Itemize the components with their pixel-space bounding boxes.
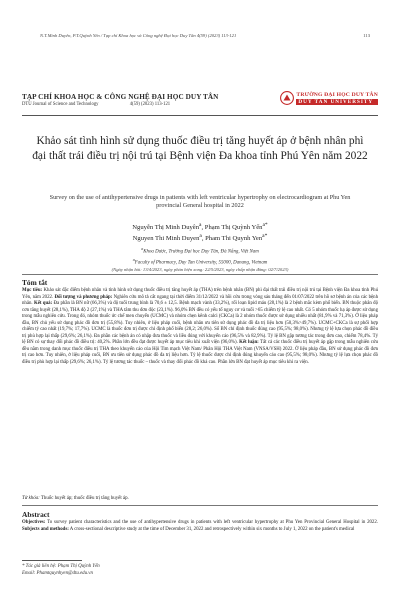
affiliation-en: Faculty of Pharmacy, Duy Tan University, 55000, Danang, Vietnam: [134, 260, 268, 266]
university-emblem-icon: [280, 91, 294, 105]
aim-text: Khảo sát đặc điểm bệnh nhân và tình hình sử dụng thuốc điều trị tăng huyết áp (THA) trên bệnh nhân (BN) phì đại thất trái điều trị nội trú tại Bệnh viện Đa khoa tỉnh Phú Yên, năm 2022.: [22, 288, 378, 300]
logo-text-vn: TRƯỜNG ĐẠI HỌC DUY TÂN: [296, 91, 378, 98]
subjects-methods-text: A cross-sectional descriptive study at the time of December 31, 2022 and retrospectively within six months to July 1, 2022 on the patient's medical: [69, 526, 355, 532]
journal-masthead: [22, 93, 378, 113]
method-text: Nghiên cứu mô tả cắt ngang tại thời điểm 31/12/2022 và hồi cứu trong vòng sáu tháng đến 01/07/2022 trên hồ sơ bệnh án của các bệnh nhân.: [22, 294, 378, 307]
author-affil-mark: a*: [262, 222, 268, 228]
page-number: 113: [363, 33, 370, 38]
author-name: Phạm Thị Quỳnh Yến: [204, 224, 263, 232]
section-divider: [22, 274, 378, 275]
author-list: [0, 221, 400, 243]
author-name: Pham Thi Quynh Yen: [205, 235, 263, 243]
article-title-en: Survey on the use of antihypertensive drugs in patients with left ventricular hypertrophy on electrocardiogram at Phu Yen provincial General hospital in 2022: [49, 194, 351, 210]
result-text: Đa phần là BN nữ (66,3%) và độ tuổi trung bình là 70,6 ± 12,5. Bệnh mạch vành (33,2%), rối loạn lipid máu (28,1%) là 2 bệnh mắc kèm phổ biến. BN thuộc phân độ cơn tăng huyết (28,1%), THA độ 2 (27,1%) và THA tâm thu đơn độc (23,1%). 96,0% BN đều có yếu tố nguy cơ và tuổi >65 chiếm tỷ lệ cao nhất. Có 5 nhóm thuốc hạ áp được sử dụng trong mẫu nghiên cứu. Trong đó, nhóm thuốc ức chế men chuyển (UCMC) và nhóm chẹn kênh calci (CKCa) là 2 nhóm thuốc được sử dụng nhiều nhất (81,9% và 71,3%). Ở liệu pháp đầu, BN chủ yếu sử dụng phác đồ đơn trị (55,8%). Tuy nhiên, ở liệu pháp cuối, bệnh nhân ưu tiên sử dụng phác đồ đa trị liệu hơn (50,3%>49,7%). UCMC+CKCa là sự phối hợp chiếm tỷ cao nhất (19,7%; 17,7%). UCMC là thuốc đơn trị được chỉ định phổ biến (28,2; 26,0%). Số BN chỉ định thuốc đúng cao (95,5%; 98,0%). Nhưng tỷ lệ lựa chọn phác đồ điều trị phù hợp lại thấp (29,6%; 26,1%). Đa phần các bệnh án có nhập đưa thuốc và liều đúng với khuyến cáo (96,5% và 82,9%). Tỷ lệ BN gặp tương tác trong đơn cao, chiếm 78,4%. Tỷ lệ BN có sự thay đổi phác đồ điều trị: 40,2%. Phần lớn đều đạt được huyết áp mục tiêu khi xuất viện (96,0%).: [22, 301, 378, 346]
abstract-vn-heading: Tóm tắt: [22, 278, 48, 287]
author-affil-mark: a: [199, 233, 202, 240]
corresponding-author: * Tác giả liên hệ: Phạm Thị Quỳnh Yến: [22, 564, 100, 569]
keywords: [22, 496, 378, 501]
footnote-divider: [22, 560, 82, 561]
journal-title: TẠP CHÍ KHOA HỌC & CÔNG NGHỆ ĐẠI HỌC DUY TÂN: [22, 93, 219, 101]
authors-vn: Nguyễn Thị Minh Duyên$^a$, Phạm Thị Quỳnh Yến$^{a*}$: [132, 222, 268, 232]
author-affil-mark: a: [199, 222, 202, 228]
section-divider: [22, 505, 378, 506]
keywords-label: Từ khóa:: [22, 496, 40, 501]
affiliation-vn: Khoa Dược, Trường Đại học Duy Tân, Đà Nẵng, Việt Nam: [143, 249, 259, 255]
submission-dates: (Ngày nhận bài: 13/4/2023, ngày phản biện xong: 22/5/2023, ngày chấp nhận đăng: 02/7/2023): [111, 267, 289, 272]
label-result: Kết quả:: [33, 301, 53, 307]
abstract-en-body: [22, 520, 378, 533]
logo-text-en: DUY TAN UNIVERSITY: [296, 99, 378, 105]
author-name: Nguyen Thi Minh Duyen: [132, 235, 200, 243]
journal-issue: 4(59) (2023) 113-121: [129, 102, 171, 107]
label-subjects-methods: Subjects and methods:: [22, 526, 69, 532]
label-objectives: Objectives:: [22, 520, 46, 525]
corresponding-email: Email: Phamtquynhyen@dtu.edu.vn: [22, 570, 93, 576]
affiliations: $^a$Khoa Dược, Trường Đại học Duy Tân, Đà Nẵng, Việt Nam $^a$Faculty of Pharmacy, Duy Tan University, 55000, Danang, Vietnam: [132, 246, 268, 266]
keywords-text: Thuốc huyết áp; thuốc điều trị tăng huyết áp.: [40, 496, 129, 501]
author-name: Nguyễn Thị Minh Duyên: [132, 224, 200, 232]
label-method: Đối tượng và phương pháp:: [54, 294, 113, 300]
label-aim: Mục tiêu:: [22, 288, 43, 293]
objectives-text: To survey patient characteristics and the use of antihypertensive drugs in patients with left ventricular hypertrophy at Phu Yen Provincial General Hospital in 2022.: [47, 520, 378, 525]
conclusion-text: Tất cả các thuốc điều trị huyết áp gặp trong mẫu nghiên cứu đều nằm trong danh mục thuốc điều trị THA theo khuyến cáo của Hội Tim mạch Việt Nam/ Phân Hội THA Việt Nam (VNSA/VSH) 2022. Ở liệu pháp đầu, BN sử dụng phác đồ đơn trị cao hơn. Tuy nhiên, ở liệu pháp cuối, BN ưu tiên sử dụng phác đồ đa trị liệu hơn. Tỷ lệ thuốc được chỉ định đúng khuyến cáo cao (95,5%; 98,0%). Nhưng tỷ lệ lựa chọn phác đồ điều trị phù hợp lại thấp (29,6%; 26,1%). Tỷ lệ tương tác thuốc – thuốc và thay đổi phác đồ khá cao. Phần lớn BN đạt huyết áp mục tiêu khi ra viện.: [22, 340, 379, 366]
article-title-vn: Khảo sát tình hình sử dụng thuốc điều trị tăng huyết áp ở bệnh nhân phì đại thất trái điều trị nội trú tại Bệnh viện Đa khoa tỉnh Phú Yên năm 2022: [32, 135, 368, 162]
header-divider: [22, 115, 378, 116]
authors-en: Nguyen Thi Minh Duyen$^a$, Pham Thi Quynh Yen$^{a*}$: [132, 233, 268, 243]
running-head-text: N.T.Minh Duyên, P.T.Quỳnh Yến / Tạp chí Khoa học và Công nghệ Đại học Duy Tân 4(59) (2023) 113-121: [40, 33, 237, 38]
label-conclusion: Kết luận:: [239, 340, 259, 346]
university-logo: [280, 91, 378, 105]
abstract-vn-body: [22, 288, 378, 367]
footnote: [22, 564, 100, 578]
running-head: [40, 33, 370, 38]
abstract-en-heading: Abstract: [22, 510, 50, 519]
author-affil-mark: a*: [262, 233, 268, 240]
journal-subtitle: DTU Journal of Science and Technology: [22, 102, 99, 107]
